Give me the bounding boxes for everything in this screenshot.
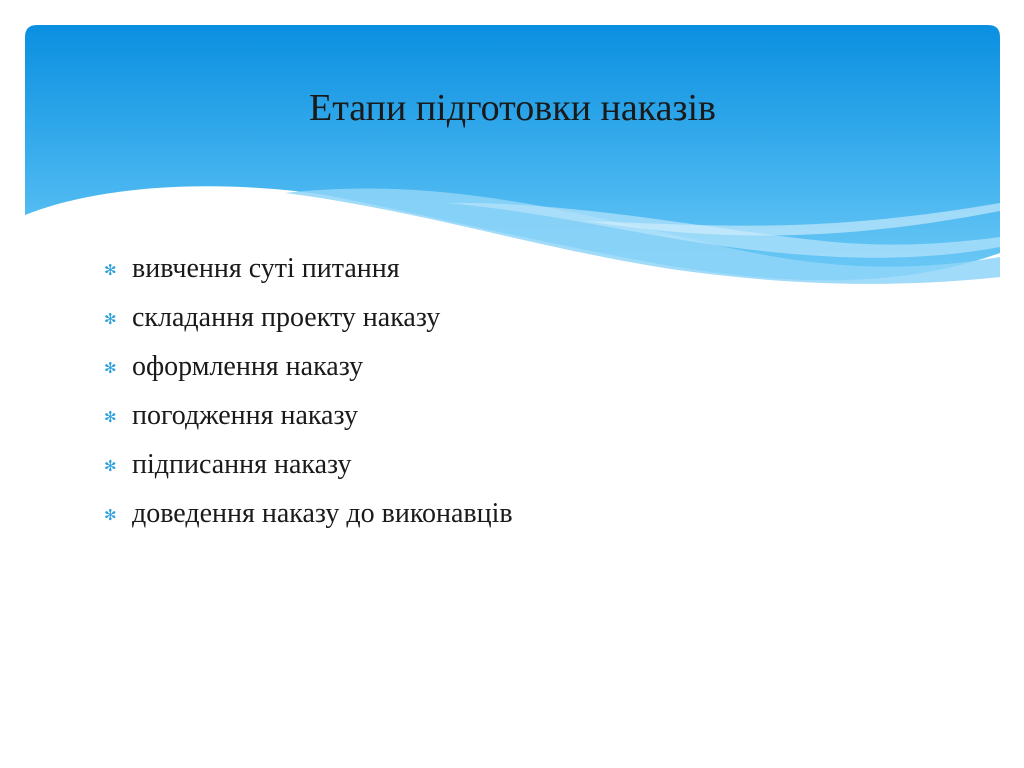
list-item xyxy=(104,293,513,342)
list-item-label: доведення наказу до виконавців xyxy=(132,497,513,529)
list-item-label: погодження наказу xyxy=(132,399,358,431)
list-item xyxy=(104,489,513,538)
list-item xyxy=(104,440,513,489)
slide-title: Етапи підготовки наказів xyxy=(309,87,716,129)
list-item-label: складання проекту наказу xyxy=(132,301,441,333)
asterisk-bullet-icon: ✻ xyxy=(104,260,117,279)
asterisk-bullet-icon: ✻ xyxy=(104,456,117,475)
asterisk-bullet-icon: ✻ xyxy=(104,309,117,328)
list-item-label: оформлення наказу xyxy=(132,350,364,382)
asterisk-bullet-icon: ✻ xyxy=(104,358,117,377)
bullet-list xyxy=(104,244,513,538)
banner-shape xyxy=(25,25,1000,280)
list-item-label: підписання наказу xyxy=(132,448,352,480)
list-item xyxy=(104,342,513,391)
asterisk-bullet-icon: ✻ xyxy=(104,505,117,524)
list-item xyxy=(104,391,513,440)
list-item xyxy=(104,244,513,293)
list-item-label: вивчення суті питання xyxy=(132,252,400,284)
asterisk-bullet-icon: ✻ xyxy=(104,407,117,426)
